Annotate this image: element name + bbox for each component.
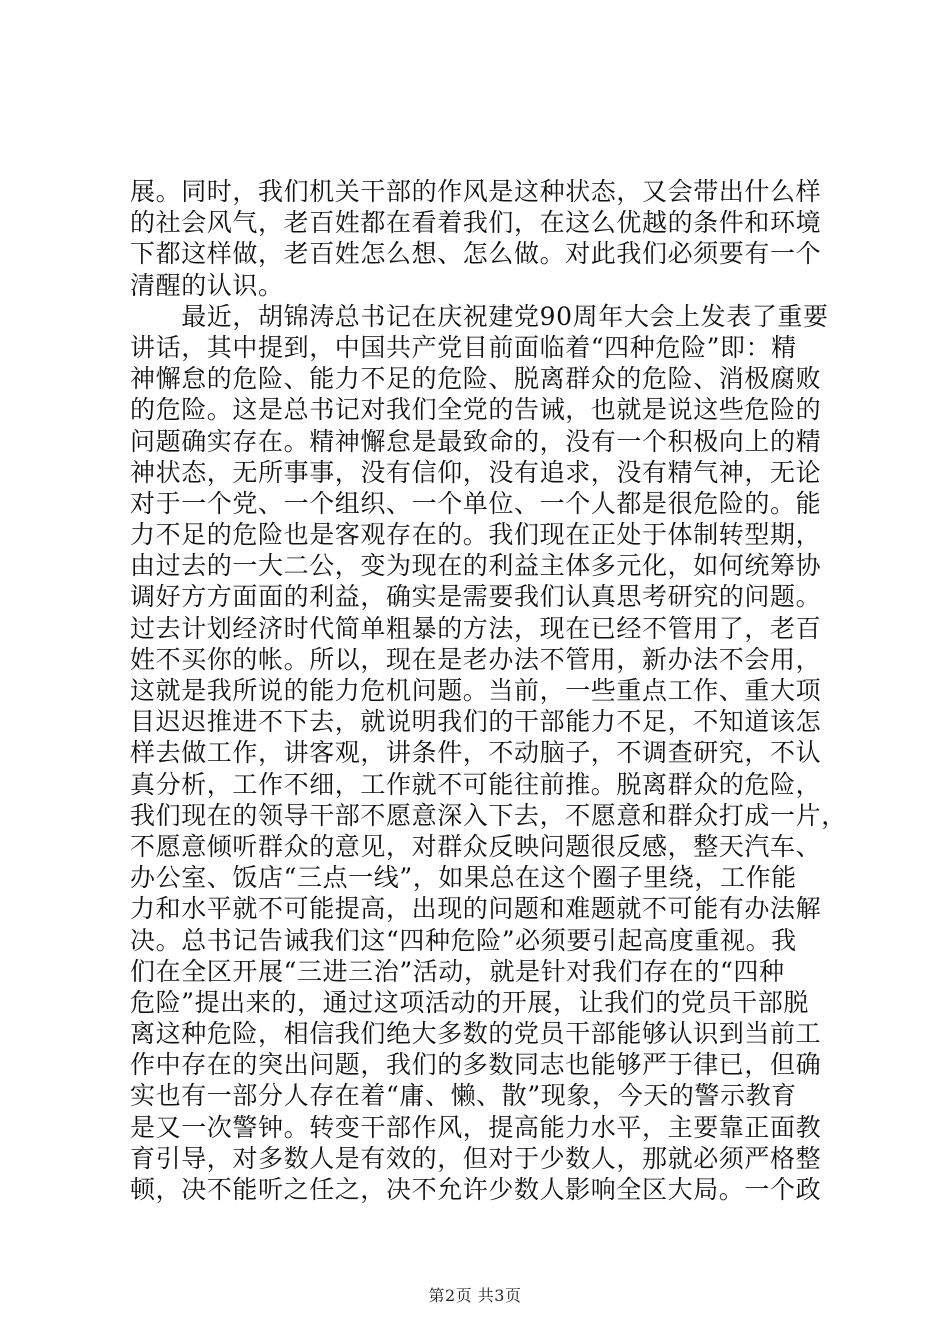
text-line: 问题确实存在。精神懈怠是最致命的，没有一个积极向上的精	[130, 426, 822, 456]
text-line: 决。总书记告诫我们这“四种危险”必须要引起高度重视。我	[130, 925, 797, 955]
text-line: 最近，胡锦涛总书记在庆祝建党90周年大会上发表了重要	[130, 301, 829, 331]
text-line: 姓不买你的帐。所以，现在是老办法不管用，新办法不会用，	[130, 644, 822, 674]
text-line: 的危险。这是总书记对我们全党的告诫，也就是说这些危险的	[130, 395, 822, 425]
text-line: 作中存在的突出问题，我们的多数同志也能够严于律已，但确	[130, 1050, 822, 1080]
text-line: 育引导，对多数人是有效的，但对于少数人，那就必须严格整	[130, 1143, 822, 1173]
text-line: 真分析，工作不细，工作就不可能往前推。脱离群众的危险，	[130, 769, 822, 799]
text-line: 们在全区开展“三进三治”活动，就是针对我们存在的“四种	[130, 956, 785, 986]
text-line: 实也有一部分人存在着“庸、懒、散”现象，今天的警示教育	[130, 1081, 797, 1111]
text-line: 不愿意倾听群众的意见，对群众反映问题很反感，整天汽车、	[130, 831, 822, 861]
text-line: 是又一次警钟。转变干部作风，提高能力水平，主要靠正面教	[130, 1112, 822, 1142]
text-line: 对于一个党、一个组织、一个单位、一个人都是很危险的。能	[130, 488, 822, 518]
text-line: 过去计划经济时代简单粗暴的方法，现在已经不管用了，老百	[130, 613, 822, 643]
text-line: 讲话，其中提到，中国共产党目前面临着“四种危险”即：精	[130, 332, 797, 362]
text-line: 危险”提出来的，通过这项活动的开展，让我们的党员干部脱	[130, 987, 809, 1017]
text-line: 清醒的认识。	[130, 270, 284, 300]
text-line: 由过去的一大二公，变为现在的利益主体多元化，如何统筹协	[130, 551, 822, 581]
text-line: 这就是我所说的能力危机问题。当前，一些重点工作、重大项	[130, 676, 822, 705]
text-line: 目迟迟推进不下去，就说明我们的干部能力不足，不知道该怎	[130, 707, 822, 737]
text-line: 神状态，无所事事，没有信仰，没有追求，没有精气神，无论	[130, 457, 822, 487]
text-line: 离这种危险，相信我们绝大多数的党员干部能够认识到当前工	[130, 1019, 822, 1049]
text-line: 力和水平就不可能提高，出现的问题和难题就不可能有办法解	[130, 894, 822, 924]
text-line: 顿，决不能听之任之，决不允许少数人影响全区大局。一个政	[130, 1175, 822, 1204]
text-line: 办公室、饭店“三点一线”，如果总在这个圈子里绕，工作能	[130, 863, 797, 893]
text-line: 下都这样做，老百姓怎么想、怎么做。对此我们必须要有一个	[130, 239, 822, 269]
text-line: 展。同时，我们机关干部的作风是这种状态，又会带出什么样	[130, 177, 822, 206]
text-line: 调好方方面面的利益，确实是需要我们认真思考研究的问题。	[130, 582, 822, 612]
body-text	[130, 176, 847, 1205]
text-line: 神懈怠的危险、能力不足的危险、脱离群众的危险、消极腐败	[130, 364, 822, 394]
text-line: 我们现在的领导干部不愿意深入下去，不愿意和群众打成一片，	[130, 800, 847, 830]
page-number-footer: 第2页 共3页	[428, 1286, 522, 1305]
text-line: 的社会风气，老百姓都在看着我们，在这么优越的条件和环境	[130, 208, 822, 238]
text-line: 样去做工作，讲客观，讲条件，不动脑子，不调查研究，不认	[130, 738, 822, 768]
text-line: 力不足的危险也是客观存在的。我们现在正处于体制转型期，	[130, 520, 822, 550]
